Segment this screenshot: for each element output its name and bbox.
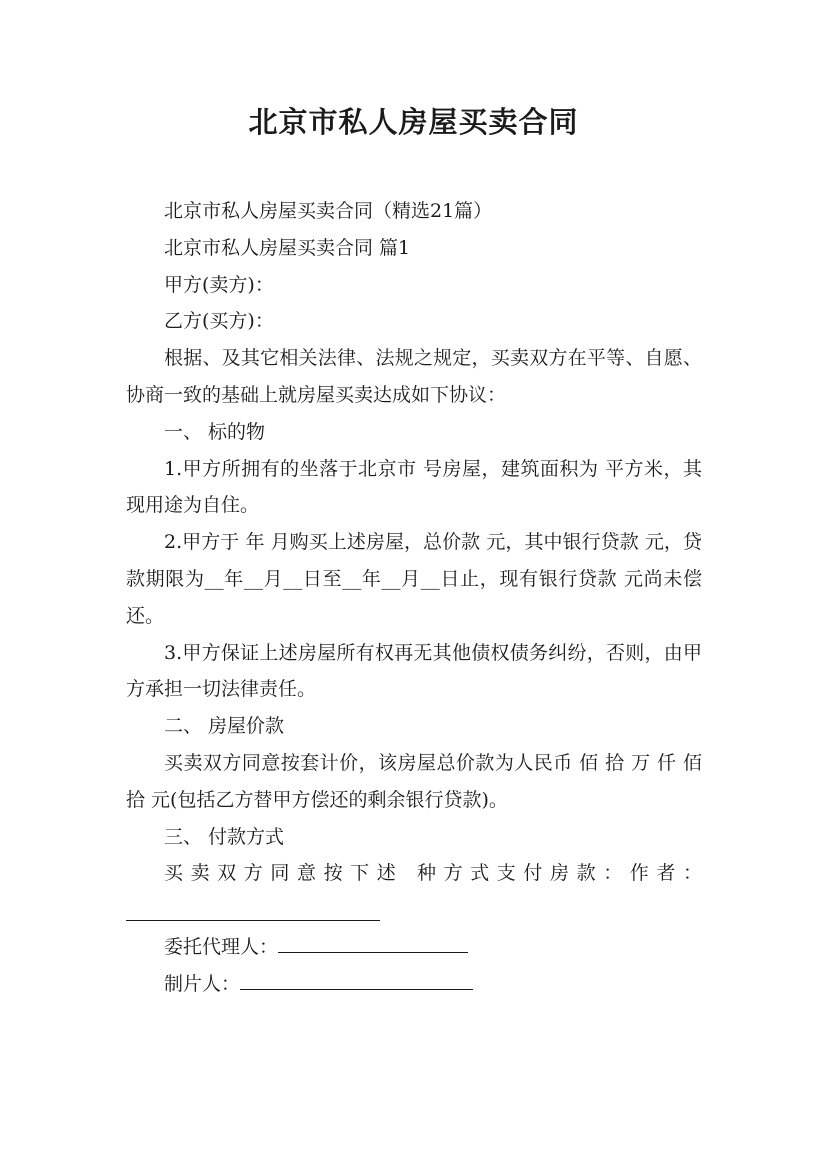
paragraph-heading-price: 二、 房屋价款 (164, 715, 285, 738)
producer-label: 制片人： (164, 972, 241, 995)
paragraph-heading-subject: 一、 标的物 (164, 420, 266, 443)
agent-label: 委托代理人： (164, 935, 279, 958)
paragraph-party-b: 乙方(买方)： (164, 310, 274, 333)
producer-signature-row (126, 966, 702, 1003)
paragraph-preamble: 根据、及其它相关法律、法规之规定，买卖双方在平等、自愿、协商一致的基础上就房屋买卖达成如下协议： (126, 347, 702, 406)
producer-signature-line (240, 971, 473, 990)
document-body (126, 193, 702, 1003)
paragraph-clause-3: 3.甲方保证上述房屋所有权再无其他债权债务纠纷，否则，由甲方承担一切法律责任。 (126, 641, 702, 701)
paragraph-clause-1: 1.甲方所拥有的坐落于北京市 号房屋，建筑面积为 平方米，其现用途为自住。 (126, 457, 702, 517)
paragraph-clause-2: 2.甲方于 年 月购买上述房屋，总价款 元，其中银行贷款 元，贷款期限为__年__月__日至__年__月__日止，现有银行贷款 元尚未偿还。 (126, 531, 702, 627)
paragraph-heading-payment: 三、 付款方式 (164, 825, 285, 848)
paragraph-party-a: 甲方(卖方)： (164, 273, 274, 296)
paragraph-section-heading: 北京市私人房屋买卖合同 篇1 (164, 236, 411, 259)
paragraph-payment: 买卖双方同意按下述 种方式支付房款：作者： (164, 862, 702, 885)
agent-signature-line (278, 934, 468, 953)
agent-signature-row (126, 929, 702, 966)
paragraph-price: 买卖双方同意按套计价，该房屋总价款为人民币 佰 拾 万 仟 佰 拾 元(包括乙方替甲方偿还的剩余银行贷款)。 (126, 751, 702, 811)
document-title: 北京市私人房屋买卖合同 (248, 105, 579, 139)
paragraph-subtitle: 北京市私人房屋买卖合同（精选21篇） (164, 200, 493, 222)
author-blank-line (126, 892, 380, 929)
